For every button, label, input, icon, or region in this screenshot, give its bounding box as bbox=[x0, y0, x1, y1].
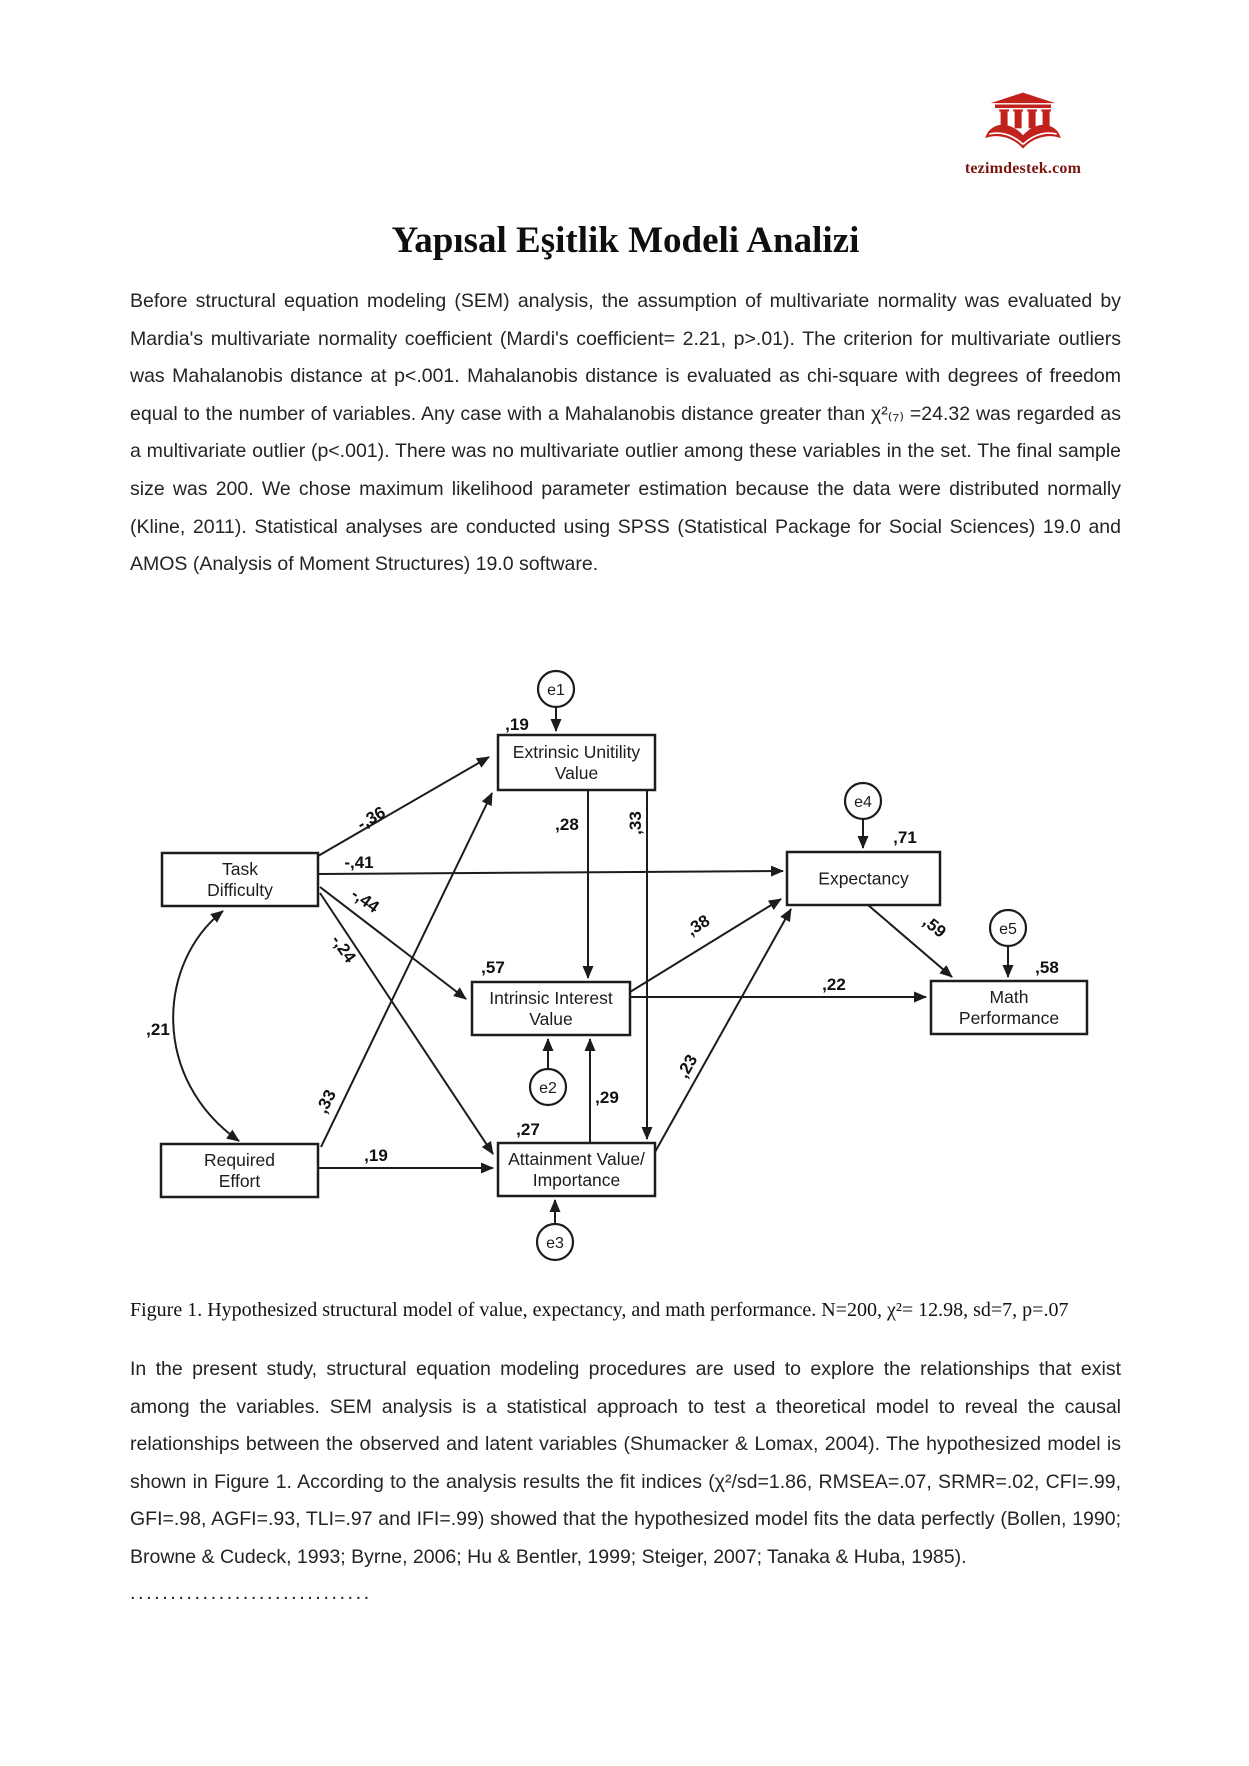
node-label-attainment: Attainment Value/ bbox=[508, 1149, 645, 1169]
sem-path-diagram bbox=[0, 580, 1249, 1300]
coef-extrinsic-attainment: ,33 bbox=[626, 811, 645, 835]
coef-expectancy-math: ,59 bbox=[919, 911, 950, 942]
coef-task-attainment: -,24 bbox=[327, 931, 360, 967]
paragraph-method: Before structural equation modeling (SEM) analysis, the assumption of multivariate normality was evaluated by Mardia's multivariate normality coefficient (Mardi's coefficient= 2.21, p>.01). The criterion for multivariate outliers was Mahalanobis distance at p<.001. Mahalanobis distance is evaluated as chi-square with degrees of freedom equal to the number of variables. Any case with a Mahalanobis distance greater than χ²₍₇₎ =24.32 was regarded as a multivariate outlier (p<.001). There was no multivariate outlier among these variables in the set. The final sample size was 200. We chose maximum likelihood parameter estimation because the data were distributed normally (Kline, 2011). Statistical analyses are conducted using SPSS (Statistical Package for Social Sciences) 19.0 and AMOS (Analysis of Moment Structures) 19.0 software. bbox=[130, 290, 1121, 576]
site-logo bbox=[948, 86, 1098, 178]
coef-intrinsic-expectancy: ,38 bbox=[683, 911, 714, 940]
coef-intrinsic-math: ,22 bbox=[822, 975, 846, 994]
node-label-math: Math bbox=[989, 987, 1029, 1007]
r2-math: ,58 bbox=[1035, 958, 1059, 977]
error-label-e1: e1 bbox=[547, 682, 565, 699]
coef-task-expectancy: -,41 bbox=[344, 853, 374, 872]
coef-extrinsic-intrinsic: ,28 bbox=[555, 815, 579, 834]
academy-book-icon bbox=[981, 86, 1065, 158]
coef-required-extrinsic: ,33 bbox=[312, 1086, 340, 1117]
error-label-e3: e3 bbox=[546, 1235, 564, 1252]
figure-caption: Figure 1. Hypothesized structural model of value, expectancy, and math performance. N=200, χ²= 12.98, sd=7, p=.07 bbox=[130, 1299, 1069, 1321]
coef-task-extrinsic: -,36 bbox=[353, 802, 389, 834]
logo-text: tezimdestek.com bbox=[964, 160, 1082, 177]
path-task-expectancy bbox=[318, 871, 783, 874]
path-task-extrinsic bbox=[318, 757, 489, 856]
node-label-required: Required bbox=[203, 1150, 276, 1170]
node-label-math: Performance bbox=[958, 1008, 1060, 1028]
node-label-extrinsic: Extrinsic Unitility bbox=[512, 742, 641, 762]
path-intrinsic-expectancy bbox=[630, 899, 781, 992]
node-label-required: Effort bbox=[218, 1171, 261, 1191]
node-label-expectancy: Expectancy bbox=[818, 868, 909, 889]
r2-expectancy: ,71 bbox=[893, 828, 917, 847]
path-attainment-expectancy bbox=[655, 909, 791, 1152]
coef-attainment-intrinsic: ,29 bbox=[595, 1088, 619, 1107]
sem-diagram-svg bbox=[0, 580, 1249, 1300]
page-title: Yapısal Eşitlik Modeli Analizi bbox=[391, 220, 860, 261]
node-label-attainment: Importance bbox=[532, 1170, 621, 1190]
coef-task-intrinsic: -,44 bbox=[347, 884, 383, 917]
trailing-dots: .............................. bbox=[130, 1582, 372, 1604]
path-expectancy-math bbox=[868, 905, 952, 977]
path-required-extrinsic bbox=[321, 793, 492, 1147]
r2-attainment: ,27 bbox=[516, 1120, 540, 1139]
error-label-e4: e4 bbox=[854, 794, 872, 811]
node-label-task: Difficulty bbox=[207, 880, 273, 900]
coef-attainment-expectancy: ,23 bbox=[673, 1051, 702, 1082]
error-label-e5: e5 bbox=[999, 921, 1017, 938]
node-label-task: Task bbox=[222, 859, 258, 879]
error-label-e2: e2 bbox=[539, 1080, 557, 1097]
node-label-intrinsic: Value bbox=[529, 1009, 573, 1029]
r2-intrinsic: ,57 bbox=[481, 958, 505, 977]
coef-task-required-cov: ,21 bbox=[146, 1020, 170, 1039]
node-label-intrinsic: Intrinsic Interest bbox=[489, 988, 613, 1008]
coef-required-attainment: ,19 bbox=[364, 1146, 388, 1165]
path-task-attainment bbox=[320, 893, 493, 1154]
node-label-extrinsic: Value bbox=[554, 763, 599, 783]
r2-extrinsic: ,19 bbox=[505, 715, 529, 734]
cov-path-task-required-cov bbox=[173, 911, 239, 1141]
paragraph-results: In the present study, structural equation modeling procedures are used to explore the relationships that exist among the variables. SEM analysis is a statistical approach to test a theoretical model to reveal the causal relationships between the observed and latent variables (Shumacker & Lomax, 2004). The hypothesized model is shown in Figure 1. According to the analysis results the fit indices (χ²/sd=1.86, RMSEA=.07, SRMR=.02, CFI=.99, GFI=.98, AGFI=.93, TLI=.97 and IFI=.99) showed that the hypothesized model fits the data perfectly (Bollen, 1990; Browne & Cudeck, 1993; Byrne, 2006; Hu & Bentler, 1999; Steiger, 2007; Tanaka & Huba, 1985). bbox=[130, 1358, 1121, 1568]
